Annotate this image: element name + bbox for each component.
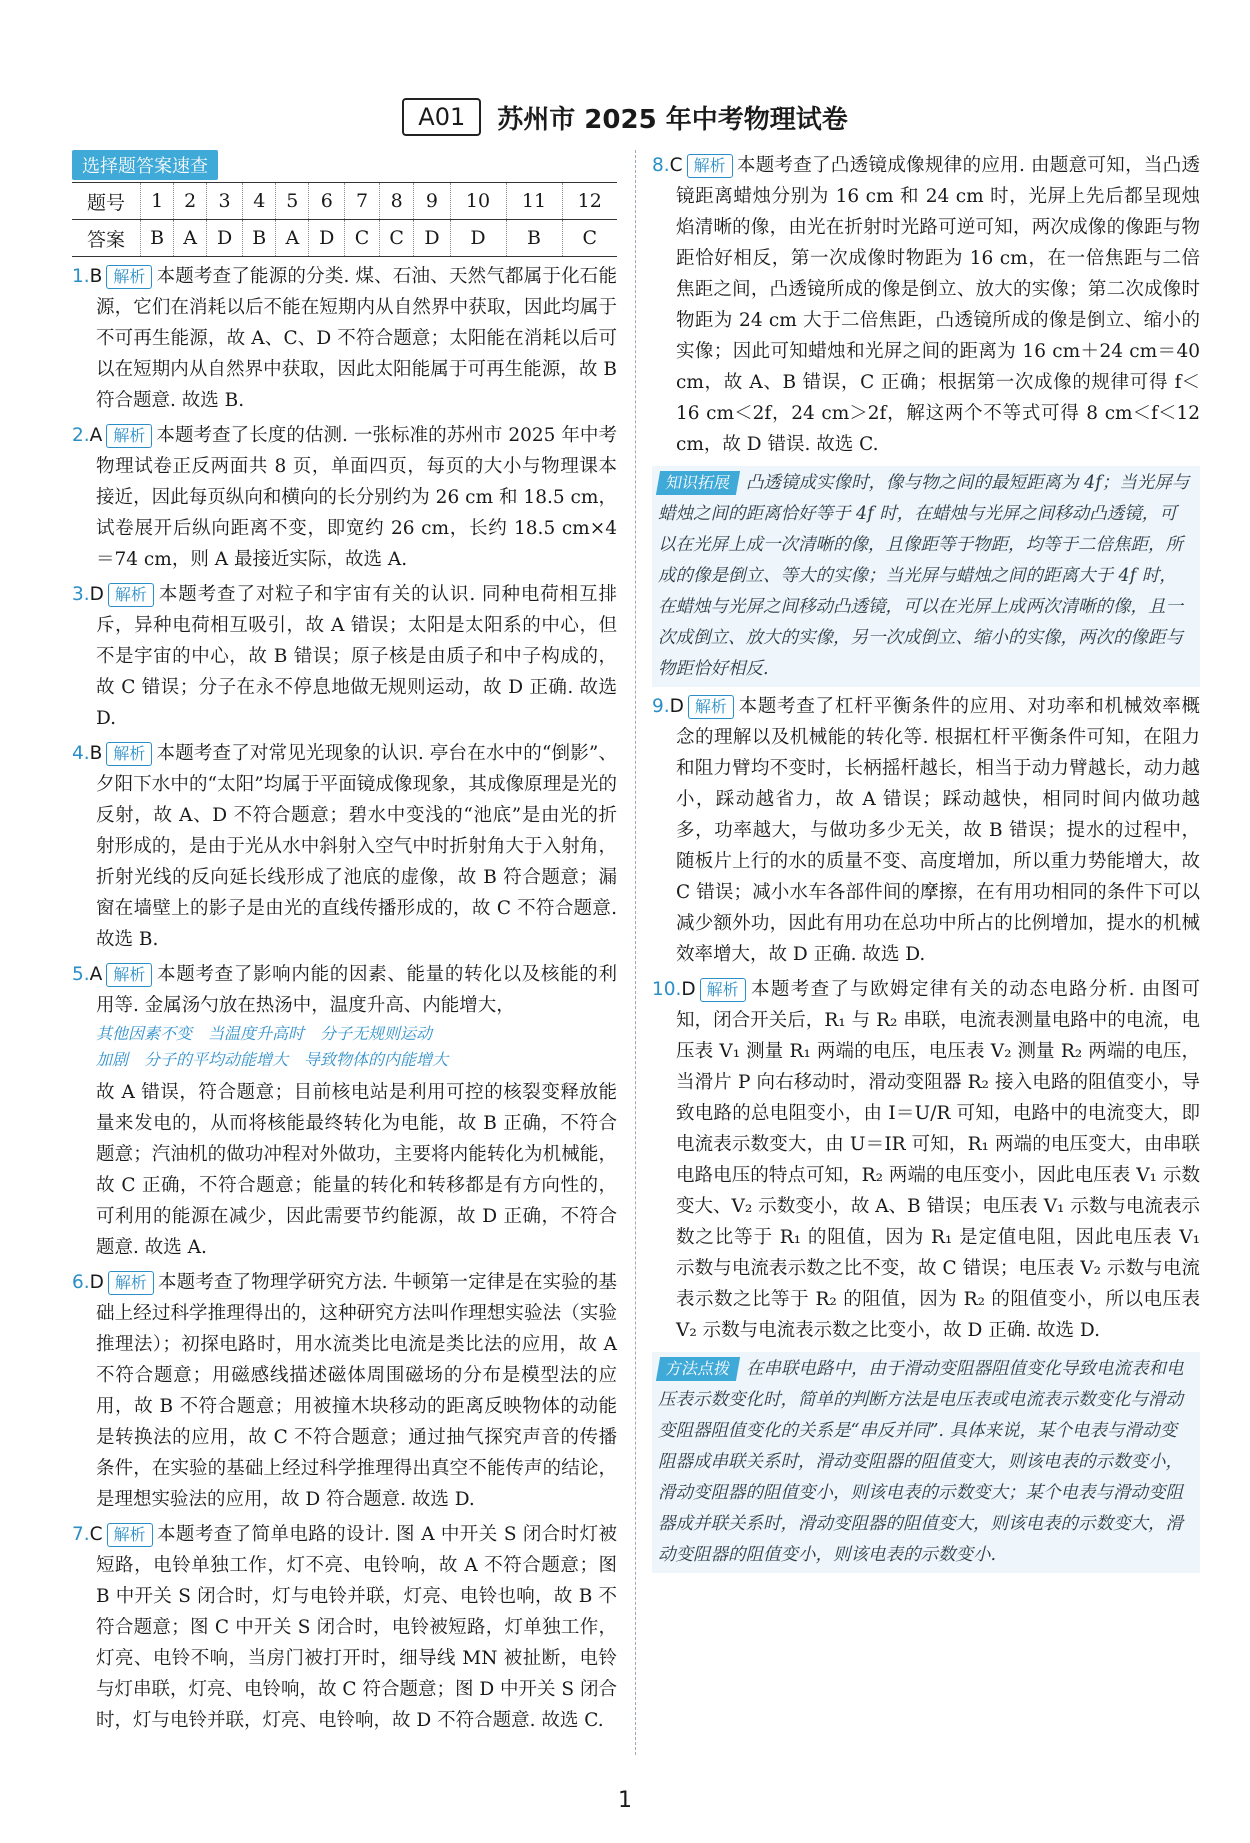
question-answer: C bbox=[669, 155, 683, 176]
question-number: 3. bbox=[72, 584, 90, 605]
page-number: 1 bbox=[618, 1788, 632, 1813]
analysis-tag: 解析 bbox=[106, 424, 152, 448]
answer-cell: D bbox=[309, 220, 345, 257]
question-text: 本题考查了物理学研究方法. 牛顿第一定律是在实验的基础上经过科学推理得出的，这种研究方法叫作理想实验法（实验推理法）；初探电路时，用水流类比电流是类比法的应用，故 A 不符合题意；用磁感线描述磁体周围磁场的分布是模型法的应用，故 B 不符合题意；用被撞木块移动的距离反映物体的动能是转换法的应用，故 C 不符合题意；通过抽气探究声音的传播条件，在实验的基础上经过科学推理得出真空不能传声的结论，是理想实验法的应用，故 D 符合题意. 故选 D. bbox=[96, 1272, 617, 1510]
qnum-cell: 2 bbox=[174, 183, 207, 220]
knowledge-extension-text: 凸透镜成实像时，像与物之间的最短距离为 4f；当光屏与蜡烛之间的距离恰好等于 4f 时，在蜡烛与光屏之间移动凸透镜，可以在光屏上成一次清晰的像，且像距等于物距，均等于二倍焦距，所成的像是倒立、等大的实像；当光屏与蜡烛之间的距离大于 4f 时，在蜡烛与光屏之间移动凸透镜，可以在光屏上成两次清晰的像，且一次成倒立、放大的实像，另一次成倒立、缩小的实像，两次的像距与物距恰好相反. bbox=[658, 473, 1190, 679]
question-number: 4. bbox=[72, 743, 90, 764]
method-tip-text: 在串联电路中，由于滑动变阻器阻值变化导致电流表和电压表示数变化时，简单的判断方法是电压表或电流表示数变化与滑动变阻器阻值变化的关系是“串反并同”. 具体来说，某个电表与滑动变阻器成串联关系时，滑动变阻器的阻值变大，则该电表的示数变小，滑动变阻器的阻值变小，则该电表的示数变大；某个电表与滑动变阻器成并联关系时，滑动变阻器的阻值变大，则该电表的示数变大，滑动变阻器的阻值变小，则该电表的示数变小. bbox=[658, 1359, 1184, 1565]
handwritten-note-line-1: 其他因素不变 当温度升高时 分子无规则运动 bbox=[96, 1024, 433, 1043]
page-header bbox=[0, 98, 1250, 136]
answer-cell: D bbox=[450, 220, 506, 257]
answer-table-row-numbers bbox=[72, 183, 617, 220]
question-answer: B bbox=[89, 266, 103, 287]
column-divider bbox=[635, 150, 636, 1755]
question-number: 10. bbox=[652, 979, 682, 1000]
analysis-tag: 解析 bbox=[106, 265, 152, 289]
question-4 bbox=[72, 738, 617, 955]
knowledge-extension-tag: 知识拓展 bbox=[656, 471, 740, 495]
handwritten-note-line-2: 加剧 分子的平均动能增大 导致物体的内能增大 bbox=[96, 1050, 449, 1069]
question-text: 本题考查了影响内能的因素、能量的转化以及核能的利用等. 金属汤勺放在热汤中，温度升高、内能增大， bbox=[96, 964, 617, 1016]
analysis-tag: 解析 bbox=[687, 154, 733, 178]
question-text: 本题考查了长度的估测. 一张标准的苏州市 2025 年中考物理试卷正反两面共 8 页，单面四页，每页的大小与物理课本接近，因此每页纵向和横向的长分别约为 26 cm 和 18.5 cm，试卷展开后纵向距离不变，即宽约 26 cm，长约 18.5 cm×4＝74 cm，则 A 最接近实际，故选 A. bbox=[96, 425, 617, 570]
question-number: 2. bbox=[72, 425, 90, 446]
qnum-cell: 5 bbox=[276, 183, 309, 220]
left-column bbox=[72, 150, 617, 1736]
answer-cell: B bbox=[243, 220, 276, 257]
question-number: 1. bbox=[72, 266, 90, 287]
analysis-tag: 解析 bbox=[106, 742, 152, 766]
question-text: 本题考查了与欧姆定律有关的动态电路分析. 由图可知，闭合开关后，R₁ 与 R₂ 串联，电流表测量电路中的电流，电压表 V₁ 测量 R₁ 两端的电压，电压表 V₂ 测量 R₂ 两端的电压，当滑片 P 向右移动时，滑动变阻器 R₂ 接入电路的阻值变小，导致电路的总电阻变小，由 I＝U/R 可知，电路中的电流变大，即电流表示数变大，由 U＝IR 可知，R₁ 两端的电压变大，由串联电路电压的特点可知，R₂ 两端的电压变小，因此电压表 V₁ 示数变大、V₂ 示数变小，故 A、B 错误；电压表 V₁ 示数与电流表示数之比等于 R₁ 的阻值，因为 R₁ 是定值电阻，因此电压表 V₁ 示数与电流表示数之比不变，故 C 错误；电压表 V₂ 示数与电流表示数之比等于 R₂ 的阻值，因为 R₂ 的阻值变小，所以电压表 V₂ 示数与电流表示数之比变小，故 D 正确. 故选 D. bbox=[676, 979, 1200, 1341]
analysis-tag: 解析 bbox=[108, 1271, 154, 1295]
qnum-cell: 6 bbox=[309, 183, 345, 220]
answer-cell: A bbox=[276, 220, 309, 257]
answer-table-row-answers bbox=[72, 220, 617, 257]
question-text: 本题考查了对粒子和宇宙有关的认识. 同种电荷相互排斥，异种电荷相互吸引，故 A 错误；太阳是太阳系的中心，但不是宇宙的中心，故 B 错误；原子核是由质子和中子构成的，故 C 错误；分子在永不停息地做无规则运动，故 D 正确. 故选 D. bbox=[96, 584, 617, 729]
answer-cell: C bbox=[379, 220, 414, 257]
question-6 bbox=[72, 1267, 617, 1515]
analysis-tag: 解析 bbox=[688, 695, 734, 719]
qnum-cell: 1 bbox=[141, 183, 174, 220]
answer-cell: C bbox=[562, 220, 617, 257]
answer-cell: A bbox=[174, 220, 207, 257]
method-tip-tag: 方法点拨 bbox=[656, 1357, 740, 1381]
question-text: 本题考查了杠杆平衡条件的应用、对功率和机械效率概念的理解以及机械能的转化等. 根据杠杆平衡条件可知，在阻力和阻力臂均不变时，长柄摇杆越长，相当于动力臂越长，动力越小，踩动越省力，故 A 错误；踩动越快，相同时间内做功越多，功率越大，与做功多少无关，故 B 错误；提水的过程中，随板片上行的水的质量不变、高度增加，所以重力势能增大，故 C 错误；减小水车各部件间的摩擦，在有用功相同的条件下可以减少额外功，因此有用功在总功中所占的比例增加，提水的机械效率增大，故 D 正确. 故选 D. bbox=[676, 696, 1200, 965]
qnum-cell: 4 bbox=[243, 183, 276, 220]
qnum-cell: 8 bbox=[379, 183, 414, 220]
knowledge-extension-box bbox=[652, 466, 1200, 687]
question-answer: D bbox=[89, 1272, 104, 1293]
question-number: 9. bbox=[652, 696, 670, 717]
question-1 bbox=[72, 261, 617, 416]
qnum-cell: 12 bbox=[562, 183, 617, 220]
qnum-cell: 10 bbox=[450, 183, 506, 220]
question-8 bbox=[652, 150, 1200, 460]
question-10 bbox=[652, 974, 1200, 1346]
right-column bbox=[652, 150, 1200, 1573]
page-title: 苏州市 2025 年中考物理试卷 bbox=[497, 104, 848, 135]
question-9 bbox=[652, 691, 1200, 970]
question-answer: B bbox=[89, 743, 103, 764]
question-text: 本题考查了对常见光现象的认识. 亭台在水中的“倒影”、夕阳下水中的“太阳”均属于平面镜成像现象，其成像原理是光的反射，故 A、D 不符合题意；碧水中变浅的“池底”是由光的折射形成的，是由于光从水中斜射入空气中时折射角大于入射角，折射光线的反向延长线形成了池底的虚像，故 B 符合题意；漏窗在墙壁上的影子是由光的直线传播形成的，故 C 不符合题意. 故选 B. bbox=[96, 743, 617, 950]
row-label-numbers: 题号 bbox=[72, 183, 141, 220]
question-5 bbox=[72, 959, 617, 1021]
answer-table bbox=[72, 182, 617, 257]
answer-cell: B bbox=[141, 220, 174, 257]
answer-table-tag: 选择题答案速查 bbox=[72, 150, 218, 180]
answer-cell: D bbox=[207, 220, 243, 257]
question-number: 6. bbox=[72, 1272, 90, 1293]
question-text: 本题考查了简单电路的设计. 图 A 中开关 S 闭合时灯被短路，电铃单独工作，灯不亮、电铃响，故 A 不符合题意；图 B 中开关 S 闭合时，灯与电铃并联，灯亮、电铃也响，故 B 不符合题意；图 C 中开关 S 闭合时，电铃被短路，灯单独工作，灯亮、电铃不响，当房门被打开时，细导线 MN 被扯断，电铃与灯串联，灯亮、电铃响，故 C 符合题意；图 D 中开关 S 闭合时，灯与电铃并联，灯亮、电铃响，故 D 不符合题意. 故选 C. bbox=[96, 1524, 617, 1731]
qnum-cell: 9 bbox=[414, 183, 450, 220]
row-label-answers: 答案 bbox=[72, 220, 141, 257]
answer-cell: D bbox=[414, 220, 450, 257]
qnum-cell: 11 bbox=[506, 183, 562, 220]
question-answer: D bbox=[681, 979, 696, 1000]
answer-cell: B bbox=[506, 220, 562, 257]
question-text: 本题考查了能源的分类. 煤、石油、天然气都属于化石能源，它们在消耗以后不能在短期内从自然界中获取，因此均属于不可再生能源，故 A、C、D 不符合题意；太阳能在消耗以后可以在短期内从自然界中获取，因此太阳能属于可再生能源，故 B 符合题意. 故选 B. bbox=[96, 266, 617, 411]
question-answer: A bbox=[89, 964, 103, 985]
analysis-tag: 解析 bbox=[108, 583, 154, 607]
question-answer: D bbox=[669, 696, 684, 717]
answer-cell: C bbox=[345, 220, 380, 257]
analysis-tag: 解析 bbox=[700, 978, 746, 1002]
analysis-tag: 解析 bbox=[107, 1523, 153, 1547]
qnum-cell: 3 bbox=[207, 183, 243, 220]
question-3 bbox=[72, 579, 617, 734]
question-7 bbox=[72, 1519, 617, 1736]
question-answer: C bbox=[89, 1524, 103, 1545]
paper-code: A01 bbox=[402, 98, 481, 136]
question-text: 本题考查了凸透镜成像规律的应用. 由题意可知，当凸透镜距离蜡烛分别为 16 cm 和 24 cm 时，光屏上先后都呈现烛焰清晰的像，由光在折射时光路可逆可知，两次成像的像距与物距恰好相反，第一次成像时物距为 16 cm，在一倍焦距与二倍焦距之间，凸透镜所成的像是倒立、放大的实像；第二次成像时物距为 24 cm 大于二倍焦距，凸透镜所成的像是倒立、缩小的实像；因此可知蜡烛和光屏之间的距离为 16 cm＋24 cm＝40 cm，故 A、B 错误，C 正确；根据第一次成像的规律可得 f＜16 cm＜2f，24 cm＞2f，解这两个不等式可得 8 cm＜f＜12 cm，故 D 错误. 故选 C. bbox=[676, 155, 1200, 455]
question-number: 8. bbox=[652, 155, 670, 176]
method-tip-box bbox=[652, 1352, 1200, 1573]
question-2 bbox=[72, 420, 617, 575]
question-5-continued: 故 A 错误，符合题意；目前核电站是利用可控的核裂变释放能量来发电的，从而将核能最终转化为电能，故 B 正确，不符合题意；汽油机的做功冲程对外做功，主要将内能转化为机械能，故 C 正确，不符合题意；能量的转化和转移都是有方向性的，可利用的能源在减少，因此需要节约能源，故 D 正确，不符合题意. 故选 A. bbox=[96, 1082, 617, 1258]
qnum-cell: 7 bbox=[345, 183, 380, 220]
question-answer: D bbox=[89, 584, 104, 605]
analysis-tag: 解析 bbox=[106, 963, 152, 987]
question-number: 5. bbox=[72, 964, 90, 985]
question-number: 7. bbox=[72, 1524, 90, 1545]
question-answer: A bbox=[89, 425, 103, 446]
